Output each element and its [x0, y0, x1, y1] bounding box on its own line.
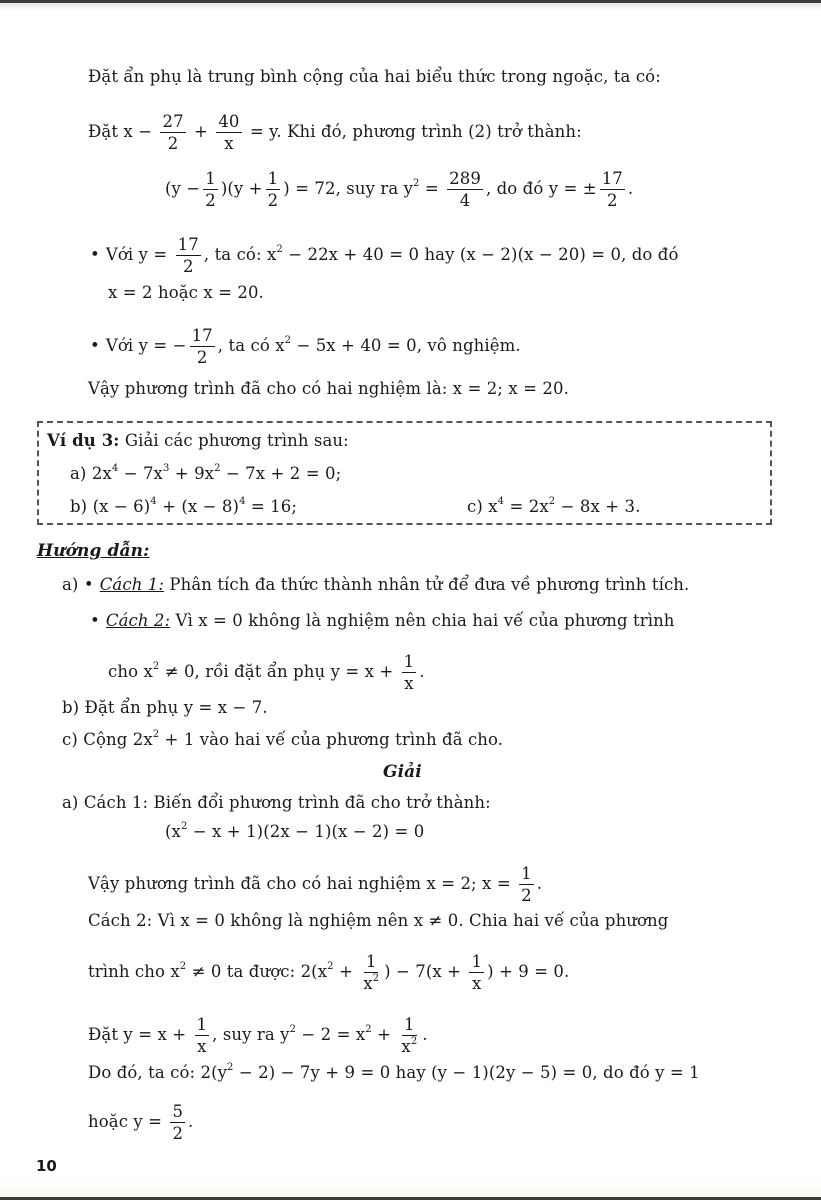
denominator: 2 [182, 257, 194, 276]
text: − x + 1)(2x − 1)(x − 2) = 0 [192, 822, 425, 841]
intro-line-1: Đặt ẩn phụ là trung bình cộng của hai biểu thức trong ngoặc, ta có: [88, 67, 661, 86]
text: − 7x + 2 = 0; [225, 464, 342, 483]
method-label: Cách 2: [105, 611, 171, 630]
exponent: 2 [289, 1024, 297, 1035]
text: x [488, 497, 498, 516]
text: + 1 vào hai vế của phương trình đã cho. [164, 730, 504, 749]
solution-a-intro: a) Cách 1: Biến đổi phương trình đã cho trở thành: [62, 793, 491, 812]
text: trình cho x [88, 962, 180, 981]
numerator: 1 [365, 952, 377, 971]
numerator: 1 [196, 1015, 208, 1034]
page-number: 10 [36, 1157, 57, 1175]
solution-result-2-line-2 [88, 1103, 193, 1142]
denominator: x [404, 674, 414, 693]
denominator: x [224, 134, 234, 153]
text: + (x − 8) [162, 497, 240, 516]
intro-conclusion: Vậy phương trình đã cho có hai nghiệm là: x = 2; x = 20. [88, 379, 569, 398]
numerator: 40 [218, 112, 240, 131]
fraction [399, 1016, 419, 1055]
text: Do đó, ta có: 2(y [88, 1063, 228, 1082]
solution-method-2-line-2 [88, 953, 569, 992]
denominator: 2 [172, 1124, 184, 1143]
text: . [419, 662, 425, 681]
exponent: 4 [497, 496, 505, 507]
solution-result-2-line-1 [88, 1063, 700, 1083]
text: − 22x + 40 = 0 hay (x − 2)(x − 20) = 0, do đó [288, 245, 679, 264]
exponent: 4 [239, 496, 246, 507]
text: c) Cộng 2x [62, 730, 153, 749]
text: Đặt x − [88, 122, 153, 141]
text: Với y = − [105, 336, 187, 355]
text: Vậy phương trình đã cho có hai nghiệm x = 2; x = [88, 874, 511, 893]
fraction [361, 953, 381, 992]
fraction [195, 1016, 210, 1055]
item-label: c) [467, 497, 483, 516]
text: )(y + [220, 179, 263, 198]
guide-a-method-2-line-2 [108, 653, 425, 692]
numerator: 1 [404, 1015, 415, 1034]
denominator: 2 [167, 134, 179, 153]
exponent: 2 [365, 1024, 372, 1035]
text: Với y = [105, 245, 168, 264]
fraction [203, 170, 218, 209]
fraction [160, 113, 185, 152]
solution-result-1 [88, 865, 542, 904]
fraction [190, 327, 215, 366]
text: = [424, 179, 439, 198]
numerator: 5 [172, 1102, 184, 1121]
text: Vì x = 0 không là nghiệm nên chia hai vế của phương trình [175, 611, 675, 630]
fraction [402, 653, 417, 692]
bottom-shadow [0, 1177, 821, 1197]
text: + 9x [174, 464, 215, 483]
solution-substitution [88, 1016, 428, 1055]
text: ≠ 0, rồi đặt ẩn phụ y = x + [164, 662, 394, 681]
denominator: 2 [205, 191, 216, 210]
text: − 8x + 3. [560, 497, 641, 516]
text: ) − 7(x + [384, 962, 462, 981]
guide-heading: Hướng dẫn: [37, 541, 150, 561]
example-label: Ví dụ 3: [47, 431, 120, 450]
fraction [170, 1103, 185, 1142]
text: (y − [165, 179, 201, 198]
exponent: 2 [180, 821, 188, 832]
example-item-a [70, 464, 341, 484]
exponent: 4 [111, 463, 119, 474]
exponent: 2 [179, 961, 187, 972]
text: = y. Khi đó, phương trình (2) trở thành: [249, 122, 582, 141]
fraction [519, 865, 534, 904]
text: . [536, 874, 543, 893]
text: . [422, 1025, 428, 1044]
denominator [361, 973, 381, 992]
example-item-b [70, 497, 297, 517]
exponent: 2 [327, 961, 334, 972]
case-1-line-2: x = 2 hoặc x = 20. [108, 283, 264, 302]
text: − 5x + 40 = 0, vô nghiệm. [296, 336, 521, 355]
text: . [627, 179, 634, 198]
denominator: x [472, 974, 482, 993]
text: 2x [91, 464, 112, 483]
text: (x [165, 822, 181, 841]
exponent: 2 [372, 973, 380, 984]
item-label: a) [70, 464, 87, 483]
text: − 7x [123, 464, 163, 483]
denominator [399, 1036, 419, 1055]
exponent: 2 [152, 661, 160, 672]
text: , do đó y = ± [485, 179, 597, 198]
case-1-line-1 [90, 236, 679, 275]
exponent: 2 [227, 1062, 234, 1073]
numerator: 1 [267, 169, 279, 188]
numerator: 17 [601, 169, 623, 188]
example-item-c [467, 497, 640, 517]
solution-method-2-line-1: Cách 2: Vì x = 0 không là nghiệm nên x ≠ 0. Chia hai vế của phương [88, 911, 669, 930]
text: = 2x [509, 497, 549, 516]
denominator: 2 [267, 191, 279, 210]
exponent: 3 [162, 463, 170, 474]
numerator: 1 [471, 952, 483, 971]
fraction [216, 113, 241, 152]
guide-c [62, 730, 503, 750]
text: , ta có x [217, 336, 285, 355]
exponent: 2 [413, 178, 420, 189]
text: + [338, 962, 353, 981]
fraction [176, 236, 201, 275]
fraction [600, 170, 625, 209]
intro-line-2 [88, 113, 582, 152]
text: , suy ra y [212, 1025, 290, 1044]
guide-b: b) Đặt ẩn phụ y = x − 7. [62, 698, 268, 717]
text: cho x [108, 662, 153, 681]
numerator: 1 [403, 652, 415, 671]
text: − 2 = x [301, 1025, 366, 1044]
text: ) = 72, suy ra y [283, 179, 414, 198]
bullet-icon: • [83, 575, 94, 594]
text: Phân tích đa thức thành nhân tử để đưa về phương trình tích. [169, 575, 690, 594]
exponent: 2 [284, 335, 292, 346]
method-label: Cách 1: [99, 575, 165, 594]
guide-a-method-1 [62, 575, 689, 595]
text: hoặc y = [88, 1112, 163, 1131]
solution-factored [165, 822, 424, 842]
fraction [266, 170, 281, 209]
text: = 16; [250, 497, 298, 516]
denominator: 2 [196, 348, 208, 367]
exponent: 2 [214, 463, 221, 474]
denominator: 2 [606, 191, 618, 210]
intro-line-3 [165, 170, 633, 209]
text: x [363, 974, 373, 993]
bullet-icon: • [90, 611, 100, 630]
exponent: 2 [152, 729, 160, 740]
bullet-icon: • [90, 336, 100, 355]
text: + [377, 1025, 392, 1044]
text: − 2) − 7y + 9 = 0 hay (y − 1)(2y − 5) = 0, do đó y = 1 [238, 1063, 700, 1082]
numerator: 1 [205, 169, 216, 188]
text: + [194, 122, 208, 141]
fraction [447, 170, 483, 209]
denominator: 4 [459, 191, 471, 210]
case-2-line [90, 327, 521, 366]
text: . [188, 1112, 194, 1131]
numerator: 289 [449, 169, 481, 188]
numerator: 1 [521, 864, 532, 883]
solution-heading: Giải [383, 762, 422, 782]
text: , ta có: x [203, 245, 277, 264]
item-label: a) [62, 575, 79, 594]
denominator: 2 [521, 886, 532, 905]
bullet-icon: • [90, 245, 100, 264]
text: ≠ 0 ta được: 2(x [191, 962, 328, 981]
denominator: x [197, 1037, 207, 1056]
fraction [469, 953, 484, 992]
numerator: 17 [177, 235, 199, 254]
text: Đặt y = x + [88, 1025, 187, 1044]
guide-a-method-2 [90, 611, 675, 631]
exponent: 4 [150, 496, 157, 507]
exponent: 2 [410, 1036, 418, 1047]
text: x [401, 1037, 411, 1056]
exponent: 2 [548, 496, 556, 507]
text: ) + 9 = 0. [487, 962, 570, 981]
exponent: 2 [276, 244, 283, 255]
text: (x − 6) [92, 497, 151, 516]
item-label: b) [70, 497, 88, 516]
example-title [47, 431, 349, 451]
numerator: 27 [162, 112, 184, 131]
text: Giải các phương trình sau: [124, 431, 349, 450]
numerator: 17 [191, 326, 213, 345]
